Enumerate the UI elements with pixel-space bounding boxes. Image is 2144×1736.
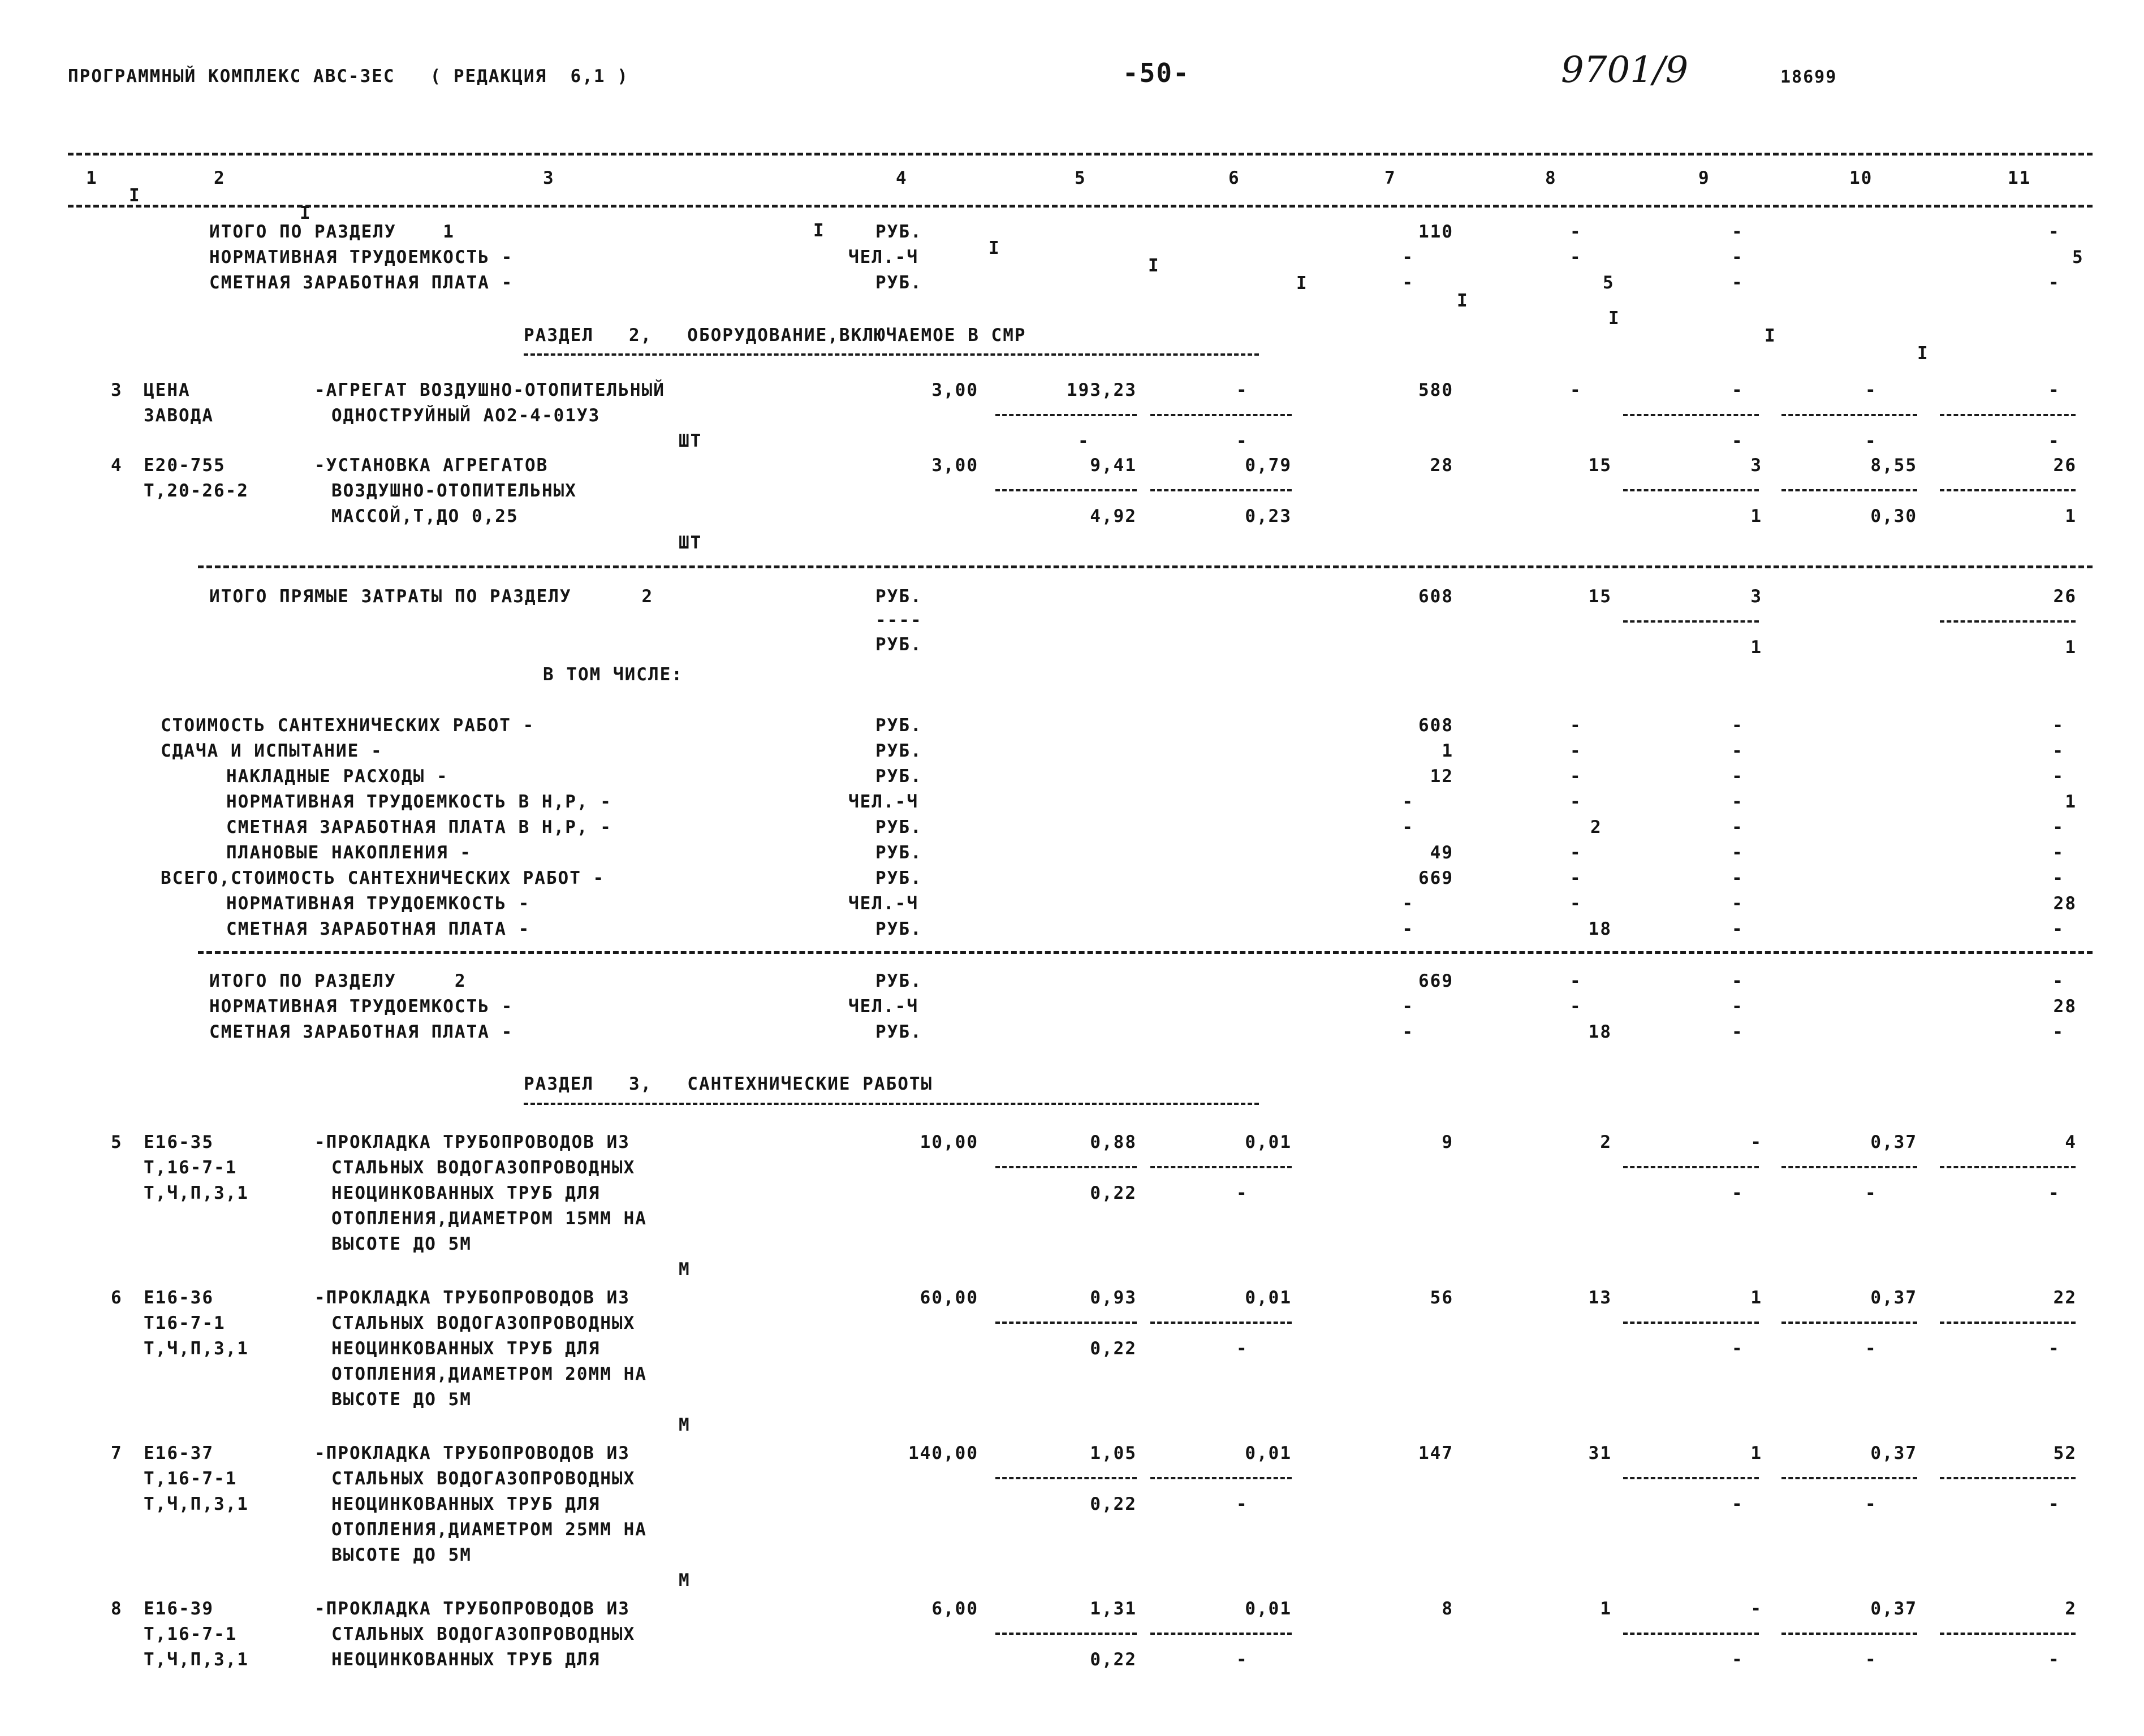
col11-cell: - [2052, 1022, 2064, 1042]
unit-cell: ЧЕЛ.-Ч [848, 247, 918, 267]
program-title: ПРОГРАММНЫЙ КОМПЛЕКС АВС-3ЕС ( РЕДАКЦИЯ 6,1 ) [68, 66, 629, 87]
col6-cell: 0,01 [1245, 1599, 1292, 1619]
col11-cell: 1 [2065, 637, 2077, 658]
col11-cell: 5 [2072, 247, 2084, 267]
item-code: Е16-39 [144, 1599, 214, 1619]
item-unit: ШТ [679, 533, 702, 553]
wage-label: СМЕТНАЯ ЗАРАБОТНАЯ ПЛАТА - [209, 1022, 514, 1042]
col9-cell: - [1732, 817, 1744, 837]
column-header-1: 1 [86, 168, 98, 188]
column-separators: I I I I I I I I I I [129, 185, 1929, 364]
column-header-2: 2 [214, 168, 226, 188]
item-description: НЕОЦИНКОВАННЫХ ТРУБ ДЛЯ [331, 1338, 601, 1359]
labor-label: НОРМАТИВНАЯ ТРУДОЕМКОСТЬ - [209, 996, 514, 1017]
column-header-9: 9 [1698, 168, 1710, 188]
cell-rule [1150, 1322, 1292, 1324]
col5-cell: - [1078, 431, 1090, 451]
col8-cell: - [1570, 893, 1582, 914]
col6-cell: - [1236, 1649, 1248, 1670]
col5-cell: 193,23 [1067, 380, 1137, 400]
col10-cell: 0,37 [1870, 1599, 1917, 1619]
unit-cell: РУБ. [875, 1022, 922, 1042]
col9-cell: 1 [1750, 1288, 1762, 1308]
cell-rule [1623, 1633, 1759, 1635]
col9-cell: - [1732, 1494, 1744, 1514]
col9-cell: 1 [1750, 1443, 1762, 1463]
col7-cell: 49 [1430, 843, 1453, 863]
quantity-cell: 3,00 [931, 455, 978, 476]
col11-cell: 26 [2053, 586, 2077, 607]
col8-cell: 5 [1603, 273, 1615, 293]
col7-cell: 12 [1430, 766, 1453, 787]
page-number: -50- [1123, 58, 1190, 88]
cell-rule [1940, 1166, 2076, 1168]
cell-rule [1623, 620, 1759, 623]
col11-cell: - [2052, 741, 2064, 761]
col9-cell: - [1732, 893, 1744, 914]
col8-cell: - [1570, 715, 1582, 736]
item-code: Е20-755 [144, 455, 226, 476]
total-label: ИТОГО ПО РАЗДЕЛУ 2 [209, 971, 467, 991]
col11-cell: - [2052, 868, 2064, 888]
col7-cell: - [1402, 893, 1414, 914]
col9-cell: - [1732, 971, 1744, 991]
cell-rule [995, 414, 1137, 416]
col7-cell: - [1402, 919, 1414, 939]
unit-cell: РУБ. [875, 273, 922, 293]
col7-cell: - [1402, 273, 1414, 293]
col11-cell: - [2048, 1183, 2060, 1203]
col8-cell: 2 [1600, 1132, 1612, 1152]
unit-cell: РУБ. [875, 634, 922, 655]
cell-rule [1940, 1322, 2076, 1324]
col7-cell: 9 [1442, 1132, 1453, 1152]
col10-cell: 0,37 [1870, 1288, 1917, 1308]
col9-cell: - [1732, 996, 1744, 1017]
item-code: Т16-7-1 [144, 1313, 226, 1333]
col5-cell: 0,22 [1090, 1338, 1137, 1359]
quantity-cell: 60,00 [920, 1288, 978, 1308]
cell-rule [995, 1166, 1137, 1168]
item-code: Т,Ч,П,3,1 [144, 1649, 249, 1670]
col9-cell: - [1732, 247, 1744, 267]
summary-label: ПЛАНОВЫЕ НАКОПЛЕНИЯ - [226, 843, 472, 863]
item-description: ОТОПЛЕНИЯ,ДИАМЕТРОМ 25ММ НА [331, 1519, 647, 1540]
cell-rule [995, 1633, 1137, 1635]
col5-cell: 0,22 [1090, 1183, 1137, 1203]
cell-rule [1150, 489, 1292, 491]
table-top-rule [68, 153, 2093, 156]
item-description: -ПРОКЛАДКА ТРУБОПРОВОДОВ ИЗ [314, 1288, 630, 1308]
section-2-underline [524, 353, 1259, 356]
cell-rule [1781, 1166, 1917, 1168]
unit-cell: РУБ. [875, 868, 922, 888]
col7-cell: 110 [1418, 222, 1453, 242]
item-description: МАССОЙ,Т,ДО 0,25 [331, 506, 519, 526]
col5-cell: 1,31 [1090, 1599, 1137, 1619]
document-stamp: 18699 [1780, 67, 1837, 87]
col7-cell: 608 [1418, 586, 1453, 607]
summary-label: НОРМАТИВНАЯ ТРУДОЕМКОСТЬ - [226, 893, 530, 914]
unit-cell: РУБ. [875, 715, 922, 736]
section-2-total-rule [198, 951, 2093, 954]
col11-cell: 28 [2053, 893, 2077, 914]
col6-cell: 0,23 [1245, 506, 1292, 526]
col10-cell: - [1865, 431, 1877, 451]
item-unit: М [679, 1570, 691, 1591]
item-code: Е16-37 [144, 1443, 214, 1463]
direct-costs-rule [198, 565, 2093, 568]
col9-cell: 1 [1750, 637, 1762, 658]
summary-label: СМЕТНАЯ ЗАРАБОТНАЯ ПЛАТА - [226, 919, 530, 939]
col11-cell: 2 [2065, 1599, 2077, 1619]
col5-cell: 0,93 [1090, 1288, 1137, 1308]
col10-cell: 0,37 [1870, 1132, 1917, 1152]
col8-cell: - [1570, 996, 1582, 1017]
item-description: -УСТАНОВКА АГРЕГАТОВ [314, 455, 549, 476]
item-description: СТАЛЬНЫХ ВОДОГАЗОПРОВОДНЫХ [331, 1624, 636, 1644]
cell-rule [1623, 1477, 1759, 1479]
col9-cell: - [1750, 1599, 1762, 1619]
col7-cell: - [1402, 1022, 1414, 1042]
total-label: ИТОГО ПО РАЗДЕЛУ 1 [209, 222, 455, 242]
unit-cell: РУБ. [875, 971, 922, 991]
col8-cell: 2 [1590, 817, 1602, 837]
col6-cell: - [1236, 1338, 1248, 1359]
col7-cell: - [1402, 817, 1414, 837]
col10-cell: - [1865, 1183, 1877, 1203]
col11-cell: - [2048, 431, 2060, 451]
item-description: -ПРОКЛАДКА ТРУБОПРОВОДОВ ИЗ [314, 1599, 630, 1619]
cell-rule [1150, 1166, 1292, 1168]
col6-cell: 0,01 [1245, 1288, 1292, 1308]
col8-cell: - [1570, 843, 1582, 863]
section-2-title: РАЗДЕЛ 2, ОБОРУДОВАНИЕ,ВКЛЮЧАЕМОЕ В СМР [524, 325, 1026, 346]
col11-cell: - [2048, 273, 2060, 293]
col9-cell: - [1732, 1338, 1744, 1359]
quantity-cell: 140,00 [908, 1443, 978, 1463]
unit-cell: РУБ. [875, 766, 922, 787]
col7-cell: 28 [1430, 455, 1453, 476]
summary-label: СДАЧА И ИСПЫТАНИЕ - [161, 741, 383, 761]
col6-cell: - [1236, 380, 1248, 400]
col9-cell: - [1732, 273, 1744, 293]
cell-rule [1940, 620, 2076, 623]
col5-cell: 1,05 [1090, 1443, 1137, 1463]
col9-cell: - [1732, 792, 1744, 812]
cell-rule [1150, 1633, 1292, 1635]
item-unit: М [679, 1415, 691, 1435]
cell-rule [995, 1477, 1137, 1479]
document-number: 9701/9 [1561, 49, 1689, 91]
col11-cell: - [2048, 1494, 2060, 1514]
col10-cell: - [1865, 1338, 1877, 1359]
col6-cell: - [1236, 1183, 1248, 1203]
item-description: НЕОЦИНКОВАННЫХ ТРУБ ДЛЯ [331, 1183, 601, 1203]
item-description: НЕОЦИНКОВАННЫХ ТРУБ ДЛЯ [331, 1649, 601, 1670]
quantity-cell: 10,00 [920, 1132, 978, 1152]
col7-cell: 147 [1418, 1443, 1453, 1463]
col8-cell: 31 [1588, 1443, 1612, 1463]
unit-cell: РУБ. [875, 222, 922, 242]
item-code: Т,Ч,П,3,1 [144, 1183, 249, 1203]
item-code: Т,Ч,П,3,1 [144, 1494, 249, 1514]
section-3-title: РАЗДЕЛ 3, САНТЕХНИЧЕСКИЕ РАБОТЫ [524, 1074, 933, 1094]
col5-cell: 0,22 [1090, 1494, 1137, 1514]
cell-rule [1940, 1477, 2076, 1479]
col9-cell: - [1732, 1649, 1744, 1670]
col5-cell: 4,92 [1090, 506, 1137, 526]
col11-cell: - [2052, 766, 2064, 787]
item-number: 4 [111, 455, 123, 476]
col7-cell: 669 [1418, 971, 1453, 991]
section-3-underline [524, 1103, 1259, 1105]
item-description: ОДНОСТРУЙНЫЙ АО2-4-01У3 [331, 405, 601, 426]
unit-cell: РУБ. [875, 817, 922, 837]
including-label: В ТОМ ЧИСЛЕ: [543, 664, 683, 685]
item-description: ОТОПЛЕНИЯ,ДИАМЕТРОМ 15ММ НА [331, 1208, 647, 1229]
cell-rule [1623, 1166, 1759, 1168]
col8-cell: - [1570, 380, 1582, 400]
col11-cell: - [2048, 1649, 2060, 1670]
item-code: Т,16-7-1 [144, 1469, 238, 1489]
col9-cell: - [1732, 919, 1744, 939]
quantity-cell: 3,00 [931, 380, 978, 400]
col8-cell: 18 [1588, 1022, 1612, 1042]
col7-cell: 8 [1442, 1599, 1453, 1619]
cell-rule [1623, 1322, 1759, 1324]
column-header-5: 5 [1075, 168, 1086, 188]
col11-cell: - [2052, 919, 2064, 939]
col9-cell: - [1732, 1183, 1744, 1203]
item-unit: ШТ [679, 431, 702, 451]
unit-cell: ЧЕЛ.-Ч [848, 893, 918, 914]
col10-cell: - [1865, 380, 1877, 400]
col5-cell: 0,22 [1090, 1649, 1137, 1670]
cell-rule [1150, 414, 1292, 416]
column-header-3: 3 [543, 168, 555, 188]
col9-cell: - [1732, 431, 1744, 451]
col6-cell: 0,01 [1245, 1443, 1292, 1463]
item-code: ЦЕНА [144, 380, 191, 400]
col11-cell: - [2048, 1338, 2060, 1359]
col8-cell: - [1570, 741, 1582, 761]
col5-cell: 9,41 [1090, 455, 1137, 476]
col9-cell: 3 [1750, 586, 1762, 607]
col11-cell: 1 [2065, 792, 2077, 812]
col7-cell: 608 [1418, 715, 1453, 736]
item-description: -АГРЕГАТ ВОЗДУШНО-ОТОПИТЕЛЬНЫЙ [314, 380, 665, 400]
cell-rule [995, 1322, 1137, 1324]
item-description: ВЫСОТЕ ДО 5М [331, 1234, 472, 1254]
col8-cell: 18 [1588, 919, 1612, 939]
unit-cell: РУБ. [875, 586, 922, 607]
col9-cell: - [1732, 843, 1744, 863]
col8-cell: - [1570, 868, 1582, 888]
col7-cell: - [1402, 996, 1414, 1017]
column-header-6: 6 [1228, 168, 1240, 188]
unit-cell: РУБ. [875, 919, 922, 939]
cell-rule [1150, 1477, 1292, 1479]
labor-label: НОРМАТИВНАЯ ТРУДОЕМКОСТЬ - [209, 247, 514, 267]
direct-costs-label: ИТОГО ПРЯМЫЕ ЗАТРАТЫ ПО РАЗДЕЛУ 2 [209, 586, 654, 607]
col11-cell: - [2048, 222, 2060, 242]
item-description: ОТОПЛЕНИЯ,ДИАМЕТРОМ 20ММ НА [331, 1364, 647, 1384]
column-header-rule [68, 205, 2093, 208]
summary-label: ВСЕГО,СТОИМОСТЬ САНТЕХНИЧЕСКИХ РАБОТ - [161, 868, 605, 888]
cell-rule [1781, 414, 1917, 416]
wage-label: СМЕТНАЯ ЗАРАБОТНАЯ ПЛАТА - [209, 273, 514, 293]
col9-cell: - [1750, 1132, 1762, 1152]
summary-label: СТОИМОСТЬ САНТЕХНИЧЕСКИХ РАБОТ - [161, 715, 535, 736]
col9-cell: - [1732, 222, 1744, 242]
item-description: СТАЛЬНЫХ ВОДОГАЗОПРОВОДНЫХ [331, 1158, 636, 1178]
cell-rule [1623, 414, 1759, 416]
col8-cell: - [1570, 247, 1582, 267]
col6-cell: 0,01 [1245, 1132, 1292, 1152]
item-code: Е16-36 [144, 1288, 214, 1308]
item-code: Т,Ч,П,3,1 [144, 1338, 249, 1359]
quantity-cell: 6,00 [931, 1599, 978, 1619]
col9-cell: - [1732, 868, 1744, 888]
col8-cell: 13 [1588, 1288, 1612, 1308]
col8-cell: - [1570, 766, 1582, 787]
cell-rule [1781, 1477, 1917, 1479]
col6-cell: - [1236, 431, 1248, 451]
col9-cell: - [1732, 380, 1744, 400]
col8-cell: - [1570, 792, 1582, 812]
col11-cell: - [2052, 971, 2064, 991]
column-header-4: 4 [896, 168, 908, 188]
col9-cell: - [1732, 766, 1744, 787]
col7-cell: 56 [1430, 1288, 1453, 1308]
col9-cell: 3 [1750, 455, 1762, 476]
cell-rule [995, 489, 1137, 491]
item-code: Т,20-26-2 [144, 481, 249, 501]
col10-cell: 0,30 [1870, 506, 1917, 526]
item-description: -ПРОКЛАДКА ТРУБОПРОВОДОВ ИЗ [314, 1443, 630, 1463]
col10-cell: 8,55 [1870, 455, 1917, 476]
item-description: ВЫСОТЕ ДО 5М [331, 1389, 472, 1410]
col11-cell: 1 [2065, 506, 2077, 526]
col11-cell: - [2052, 843, 2064, 863]
col11-cell: 4 [2065, 1132, 2077, 1152]
column-header-11: 11 [2008, 168, 2031, 188]
item-code: ЗАВОДА [144, 405, 214, 426]
item-number: 3 [111, 380, 123, 400]
item-description: -ПРОКЛАДКА ТРУБОПРОВОДОВ ИЗ [314, 1132, 630, 1152]
col11-cell: - [2052, 715, 2064, 736]
col11-cell: 52 [2053, 1443, 2077, 1463]
item-unit: М [679, 1259, 691, 1280]
col9-cell: - [1732, 715, 1744, 736]
item-number: 7 [111, 1443, 123, 1463]
col10-cell: 0,37 [1870, 1443, 1917, 1463]
col7-cell: 1 [1442, 741, 1453, 761]
item-description: ВОЗДУШНО-ОТОПИТЕЛЬНЫХ [331, 481, 577, 501]
summary-label: НОРМАТИВНАЯ ТРУДОЕМКОСТЬ В Н,Р, - [226, 792, 612, 812]
item-number: 6 [111, 1288, 123, 1308]
col7-cell: 669 [1418, 868, 1453, 888]
cell-rule [1940, 1633, 2076, 1635]
item-code: Т,16-7-1 [144, 1624, 238, 1644]
item-description: СТАЛЬНЫХ ВОДОГАЗОПРОВОДНЫХ [331, 1313, 636, 1333]
summary-label: НАКЛАДНЫЕ РАСХОДЫ - [226, 766, 448, 787]
column-header-7: 7 [1384, 168, 1396, 188]
col10-cell: - [1865, 1649, 1877, 1670]
cell-rule [1781, 1633, 1917, 1635]
cell-rule [1940, 414, 2076, 416]
item-number: 8 [111, 1599, 123, 1619]
cell-rule [1940, 489, 2076, 491]
col8-cell: - [1570, 222, 1582, 242]
col11-cell: 22 [2053, 1288, 2077, 1308]
col11-cell: 28 [2053, 996, 2077, 1017]
cell-rule [1781, 1322, 1917, 1324]
unit-cell: РУБ. [875, 741, 922, 761]
unit-cell: ЧЕЛ.-Ч [848, 792, 918, 812]
col8-cell: - [1570, 971, 1582, 991]
column-header-10: 10 [1849, 168, 1873, 188]
col10-cell: - [1865, 1494, 1877, 1514]
col7-cell: - [1402, 792, 1414, 812]
col8-cell: 15 [1588, 455, 1612, 476]
col9-cell: - [1732, 741, 1744, 761]
col6-cell: 0,79 [1245, 455, 1292, 476]
item-code: Т,16-7-1 [144, 1158, 238, 1178]
item-number: 5 [111, 1132, 123, 1152]
col7-cell: - [1402, 247, 1414, 267]
item-description: ВЫСОТЕ ДО 5М [331, 1545, 472, 1565]
column-header-8: 8 [1545, 168, 1557, 188]
item-description: НЕОЦИНКОВАННЫХ ТРУБ ДЛЯ [331, 1494, 601, 1514]
unit-cell: ЧЕЛ.-Ч [848, 996, 918, 1017]
col8-cell: 15 [1588, 586, 1612, 607]
item-code: Е16-35 [144, 1132, 214, 1152]
unit-cell: РУБ. [875, 843, 922, 863]
col9-cell: - [1732, 1022, 1744, 1042]
item-description: СТАЛЬНЫХ ВОДОГАЗОПРОВОДНЫХ [331, 1469, 636, 1489]
cell-rule [1781, 489, 1917, 491]
unit-cell: ---- [875, 610, 922, 631]
col11-cell: - [2052, 817, 2064, 837]
col7-cell: 580 [1418, 380, 1453, 400]
col6-cell: - [1236, 1494, 1248, 1514]
cell-rule [1623, 489, 1759, 491]
col11-cell: - [2048, 380, 2060, 400]
col9-cell: 1 [1750, 506, 1762, 526]
col8-cell: 1 [1600, 1599, 1612, 1619]
col11-cell: 26 [2053, 455, 2077, 476]
col5-cell: 0,88 [1090, 1132, 1137, 1152]
summary-label: СМЕТНАЯ ЗАРАБОТНАЯ ПЛАТА В Н,Р, - [226, 817, 612, 837]
